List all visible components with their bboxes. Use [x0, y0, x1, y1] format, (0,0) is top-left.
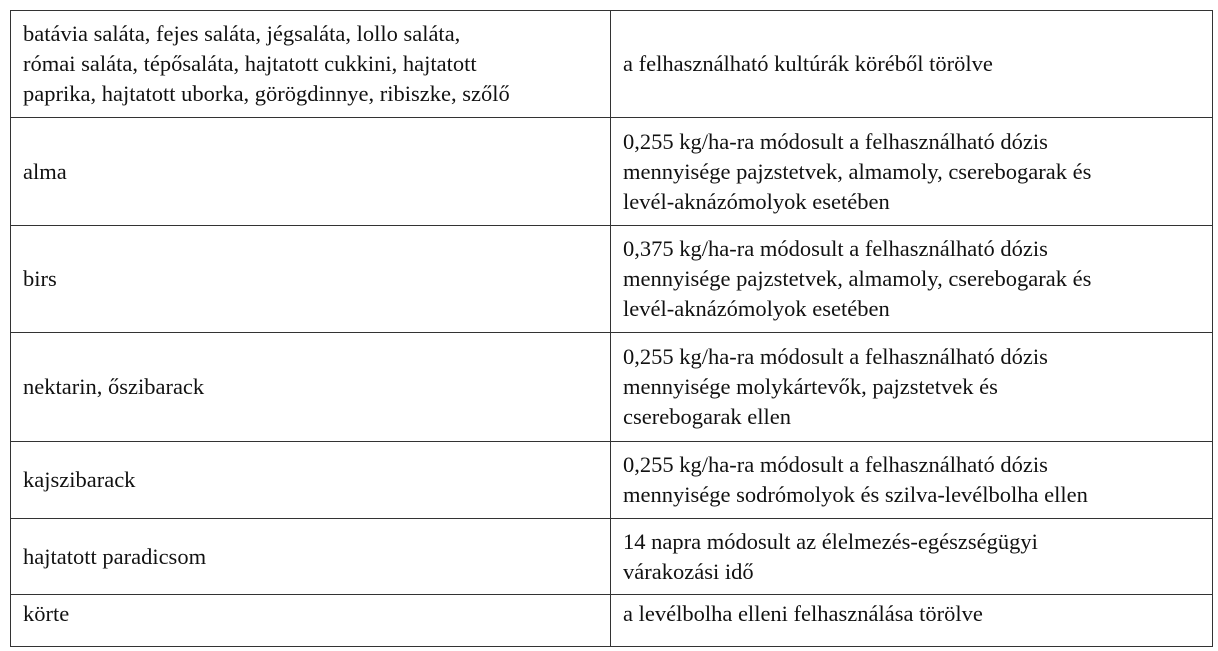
table-row [11, 519, 1213, 595]
change-cell: 0,255 kg/ha-ra módosult a felhasználható dózis mennyisége sodrómolyok és szilva-levélbolha ellen [611, 442, 1213, 519]
table-row [11, 118, 1213, 226]
crop-cell: batávia saláta, fejes saláta, jégsaláta, lollo saláta, római saláta, tépősaláta, hajtatott cukkini, hajtatott paprika, hajtatott uborka, görögdinnye, ribiszke, szőlő [11, 11, 611, 118]
crop-cell: alma [11, 118, 611, 226]
table-row [11, 333, 1213, 442]
crop-cell: nektarin, őszibarack [11, 333, 611, 442]
change-cell: 0,255 kg/ha-ra módosult a felhasználható dózis mennyisége pajzstetvek, almamoly, cserebogarak és levél-aknázómolyok esetében [611, 118, 1213, 226]
change-cell: 0,375 kg/ha-ra módosult a felhasználható dózis mennyisége pajzstetvek, almamoly, cserebogarak és levél-aknázómolyok esetében [611, 226, 1213, 333]
table-row [11, 442, 1213, 519]
table-row [11, 11, 1213, 118]
regulation-table [10, 10, 1213, 647]
change-cell: 0,255 kg/ha-ra módosult a felhasználható dózis mennyisége molykártevők, pajzstetvek és cserebogarak ellen [611, 333, 1213, 442]
crop-cell: birs [11, 226, 611, 333]
table-row [11, 595, 1213, 647]
change-cell: a levélbolha elleni felhasználása törölve [611, 595, 1213, 647]
table-row [11, 226, 1213, 333]
change-cell: 14 napra módosult az élelmezés-egészségügyi várakozási idő [611, 519, 1213, 595]
crop-cell: hajtatott paradicsom [11, 519, 611, 595]
change-cell: a felhasználható kultúrák köréből törölve [611, 11, 1213, 118]
crop-cell: kajszibarack [11, 442, 611, 519]
crop-cell: körte [11, 595, 611, 647]
